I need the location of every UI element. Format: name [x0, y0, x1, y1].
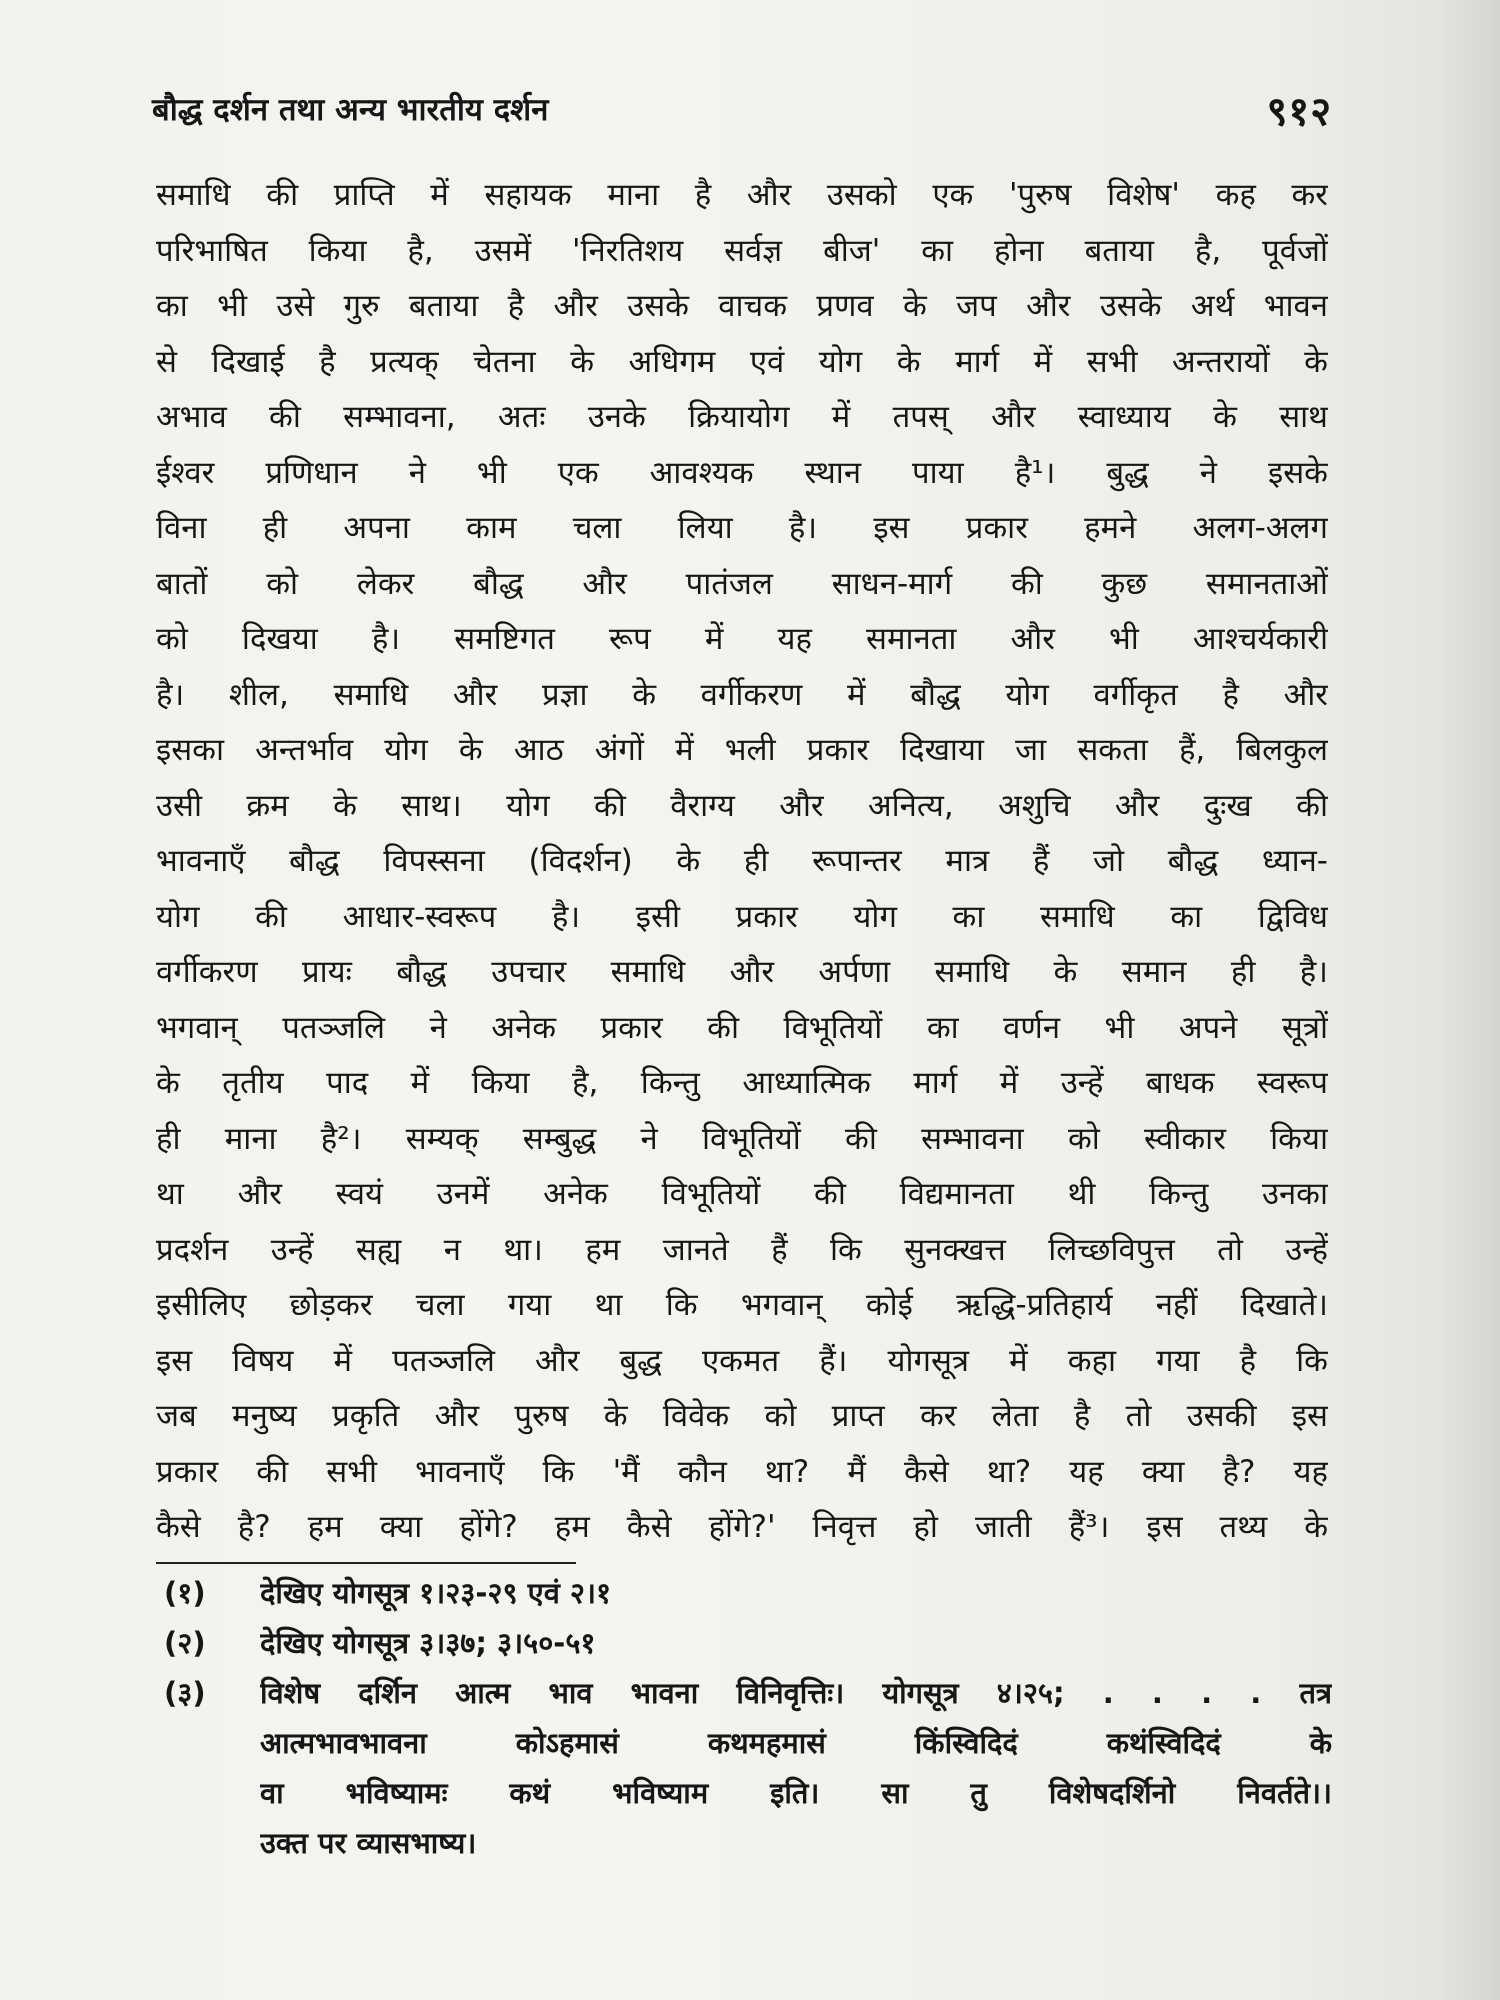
- body-line: ईश्वर प्रणिधान ने भी एक आवश्यक स्थान पाया है¹। बुद्ध ने इसके: [156, 454, 1328, 491]
- body-line: वर्गीकरण प्रायः बौद्ध उपचार समाधि और अर्पणा समाधि के समान ही है।: [156, 954, 1328, 990]
- footnote-text: वा भविष्यामः कथं भविष्याम इति। सा तु विशेषदर्शिनो निवर्तते।।: [260, 1776, 1332, 1810]
- footnote-divider: [156, 1562, 576, 1564]
- running-head: [152, 88, 1332, 138]
- page-number: ९१२: [1266, 89, 1332, 135]
- page-edge-shadow: [1440, 0, 1500, 2000]
- body-line: कैसे है? हम क्या होंगे? हम कैसे होंगे?' निवृत्त हो जाती हैं³। इस तथ्य के: [156, 1509, 1328, 1545]
- body-line: से दिखाई है प्रत्यक् चेतना के अधिगम एवं योग के मार्ग में सभी अन्तरायों के: [156, 343, 1328, 380]
- footnote-number: (२): [164, 1626, 206, 1660]
- body-line: बातों को लेकर बौद्ध और पातंजल साधन-मार्ग की कुछ समानताओं: [156, 565, 1328, 602]
- footnote-3-continuation: [156, 1718, 1336, 1768]
- body-line: प्रदर्शन उन्हें सह्य न था। हम जानते हैं कि सुनक्खत्त लिच्छविपुत्त तो उन्हें: [156, 1231, 1328, 1268]
- footnote-3-continuation: [156, 1818, 1336, 1868]
- body-line: के तृतीय पाद में किया है, किन्तु आध्यात्मिक मार्ग में उन्हें बाधक स्वरूप: [156, 1065, 1328, 1101]
- body-line: इसीलिए छोड़कर चला गया था कि भगवान् कोई ऋद्धि-प्रतिहार्य नहीं दिखाते।: [156, 1287, 1328, 1323]
- body-line: था और स्वयं उनमें अनेक विभूतियों की विद्यमानता थी किन्तु उनका: [156, 1176, 1328, 1212]
- footnote-text: उक्त पर व्यासभाष्य।: [260, 1826, 477, 1860]
- footnote-number: (१): [164, 1576, 206, 1610]
- footnote-text: विशेष दर्शिन आत्म भाव भावना विनिवृत्तिः। योगसूत्र ४।२५; . . . . तत्र: [260, 1676, 1332, 1710]
- body-line: भगवान् पतञ्जलि ने अनेक प्रकार की विभूतियों का वर्णन भी अपने सूत्रों: [156, 1009, 1328, 1046]
- footnote-text: देखिए योगसूत्र ३।३७; ३।५०-५१: [260, 1626, 596, 1660]
- body-line: इस विषय में पतञ्जलि और बुद्ध एकमत हैं। योगसूत्र में कहा गया है कि: [156, 1342, 1328, 1379]
- footnote-3: [156, 1668, 1336, 1718]
- body-line: जब मनुष्य प्रकृति और पुरुष के विवेक को प्राप्त कर लेता है तो उसकी इस: [156, 1398, 1328, 1434]
- footnote-1: [156, 1568, 1336, 1618]
- footnote-text: देखिए योगसूत्र १।२३-२९ एवं २।१: [260, 1576, 612, 1610]
- body-line: उसी क्रम के साथ। योग की वैराग्य और अनित्य, अशुचि और दुःख की: [156, 787, 1328, 824]
- body-line: का भी उसे गुरु बताया है और उसके वाचक प्रणव के जप और उसके अर्थ भावन: [156, 288, 1328, 324]
- body-line: अभाव की सम्भावना, अतः उनके क्रियायोग में तपस् और स्वाध्याय के साथ: [156, 399, 1328, 435]
- body-line: भावनाएँ बौद्ध विपस्सना (विदर्शन) के ही रूपान्तर मात्र हैं जो बौद्ध ध्यान-: [156, 843, 1328, 879]
- running-title: बौद्ध दर्शन तथा अन्य भारतीय दर्शन: [152, 92, 549, 128]
- footnote-2: [156, 1618, 1336, 1668]
- footnote-number: (३): [164, 1676, 206, 1710]
- body-line: परिभाषित किया है, उसमें 'निरतिशय सर्वज्ञ बीज' का होना बताया है, पूर्वजों: [156, 232, 1328, 269]
- body-line: ही माना है²। सम्यक् सम्बुद्ध ने विभूतियों की सम्भावना को स्वीकार किया: [156, 1120, 1328, 1157]
- main-paragraph: [156, 168, 1328, 1556]
- body-line: योग की आधार-स्वरूप है। इसी प्रकार योग का समाधि का द्विविध: [156, 898, 1328, 935]
- footnote-3-continuation: [156, 1768, 1336, 1818]
- footnotes: [156, 1568, 1336, 1868]
- body-line: विना ही अपना काम चला लिया है। इस प्रकार हमने अलग-अलग: [156, 510, 1328, 546]
- body-line: को दिखया है। समष्टिगत रूप में यह समानता और भी आश्चर्यकारी: [156, 621, 1328, 657]
- body-line: समाधि की प्राप्ति में सहायक माना है और उसको एक 'पुरुष विशेष' कह कर: [156, 177, 1328, 213]
- footnote-text: आत्मभावभावना कोऽहमासं कथमहमासं किंस्विदिदं कथंस्विदिदं के: [260, 1726, 1332, 1760]
- body-line: प्रकार की सभी भावनाएँ कि 'मैं कौन था? मैं कैसे था? यह क्या है? यह: [156, 1453, 1328, 1490]
- body-line: इसका अन्तर्भाव योग के आठ अंगों में भली प्रकार दिखाया जा सकता हैं, बिलकुल: [156, 732, 1328, 768]
- body-line: है। शील, समाधि और प्रज्ञा के वर्गीकरण में बौद्ध योग वर्गीकृत है और: [156, 676, 1328, 713]
